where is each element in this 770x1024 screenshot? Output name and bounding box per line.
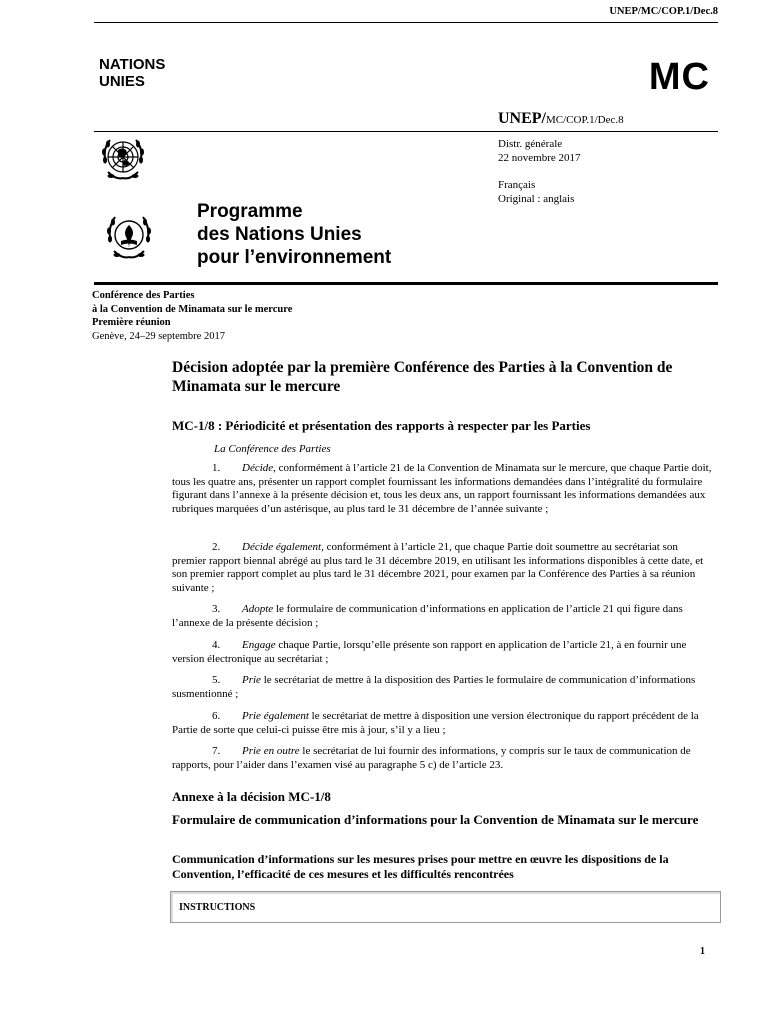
instructions-box <box>170 891 721 923</box>
paragraph-text: le secrétariat de mettre à la disposition des Parties le formulaire de communication d’informations susmentionné ; <box>172 674 696 700</box>
section-rule <box>94 282 718 285</box>
paragraph-4 <box>172 639 712 666</box>
paragraph-6 <box>172 710 712 737</box>
paragraph-number: 1. <box>212 462 221 474</box>
meeting-line2: à la Convention de Minamata sur le mercure <box>92 303 293 315</box>
paragraph-verb: Prie également <box>242 710 309 722</box>
preamble: La Conférence des Parties <box>214 443 331 455</box>
paragraph-verb: Prie en outre <box>242 745 300 757</box>
paragraph-verb: Prie <box>242 674 261 686</box>
paragraph-1 <box>172 462 712 516</box>
meeting-line3: Première réunion <box>92 317 171 328</box>
org-name-line1: NATIONS <box>99 56 166 73</box>
paragraph-text: chaque Partie, lorsqu’elle présente son rapport en application de l’article 21, à en fournir une version électronique au secrétariat ; <box>172 639 687 665</box>
original-language: Original : anglais <box>498 193 575 205</box>
document-symbol-rest: MC/COP.1/Dec.8 <box>546 114 624 126</box>
decision-title: Décision adoptée par la première Conférence des Parties à la Convention de Minamata sur le mercure <box>172 359 673 395</box>
paragraph-number: 2. <box>212 541 221 553</box>
paragraph-verb: Engage <box>242 639 276 651</box>
program-title-line3: pour l’environnement <box>197 247 392 268</box>
annex-title: Annexe à la décision MC-1/8 <box>172 789 331 804</box>
instructions-label: INSTRUCTIONS <box>179 902 256 913</box>
program-title-line1: Programme <box>197 201 303 222</box>
paragraph-5 <box>172 674 712 701</box>
annex-subtitle: Communication d’informations sur les mesures prises pour mettre en œuvre les dispositions de la Convention, l’efficacité de ces mesures et les difficultés rencontrées <box>172 852 669 881</box>
decision-heading: MC-1/8 : Périodicité et présentation des rapports à respecter par les Parties <box>172 418 591 433</box>
unep-emblem-icon <box>102 207 156 263</box>
page-number: 1 <box>700 946 705 957</box>
language: Français <box>498 179 536 191</box>
meeting-line1: Conférence des Parties <box>92 290 195 301</box>
paragraph-number: 3. <box>212 603 221 615</box>
paragraph-text: le secrétariat de mettre à disposition une version électronique du rapport précédent de la Partie de sorte que celui-ci puisse être mis à jour, s’il y a lieu ; <box>172 710 699 736</box>
meeting-line4: Genève, 24–29 septembre 2017 <box>92 330 225 342</box>
paragraph-7 <box>172 745 712 772</box>
paragraph-verb: Décide <box>242 462 274 474</box>
mc-mark: MC <box>648 56 710 98</box>
distribution: Distr. générale <box>498 138 563 150</box>
language-info <box>498 178 574 206</box>
paragraph-number: 6. <box>212 710 221 722</box>
paragraph-text: le secrétariat de lui fournir des informations, y compris sur le taux de communication de rapports, pour l’aider dans l’examen visé au paragraphe 5 c) de l’article 23. <box>172 745 691 771</box>
paragraph-text: , conformément à l’article 21 de la Convention de Minamata sur le mercure, que chaque Partie doit, tous les quatre ans, présenter un rapport complet fournissant les informations demandées dans l’intégralité du formulaire figurant dans l’annexe à la présente décision et, tous les deux ans, un rapport fournissant les informations demandées aux rubriques marquées d’un astérisque, au plus tard le 31 décembre de l’année suivante ; <box>172 462 712 515</box>
paragraph-verb: Adopte <box>242 603 274 615</box>
distribution-info <box>498 137 580 165</box>
paragraph-number: 7. <box>212 745 221 757</box>
program-title-line2: des Nations Unies <box>197 224 362 245</box>
top-rule <box>94 22 718 23</box>
org-name-line2: UNIES <box>99 73 145 90</box>
program-title <box>197 200 391 269</box>
paragraph-number: 4. <box>212 639 221 651</box>
top-document-symbol: UNEP/MC/COP.1/Dec.8 <box>609 6 718 17</box>
issue-date: 22 novembre 2017 <box>498 152 581 164</box>
org-name <box>99 56 165 90</box>
paragraph-verb: Décide également <box>242 541 322 553</box>
paragraph-3 <box>172 603 712 630</box>
paragraph-text: , conformément à l’article 21, que chaque Partie doit soumettre au secrétariat son premier rapport biennal abrégé au plus tard le 31 décembre 2019, en utilisant les informations disponibles à cette date, et son premier rapport complet au plus tard le 31 décembre 2021, pour examen par la Conférence des Parties à sa réunion suivante ; <box>172 541 704 594</box>
paragraph-number: 5. <box>212 674 221 686</box>
un-emblem-icon <box>96 132 150 186</box>
meeting-info <box>92 289 292 343</box>
header-rule <box>94 131 718 132</box>
document-symbol-main: UNEP/ <box>498 110 546 127</box>
paragraph-2 <box>172 541 712 595</box>
document-symbol <box>498 110 624 128</box>
form-title: Formulaire de communication d’informations pour la Convention de Minamata sur le mercure <box>172 812 699 827</box>
paragraph-text: le formulaire de communication d’informations en application de l’article 21 qui figure dans l’annexe de la présente décision ; <box>172 603 683 629</box>
